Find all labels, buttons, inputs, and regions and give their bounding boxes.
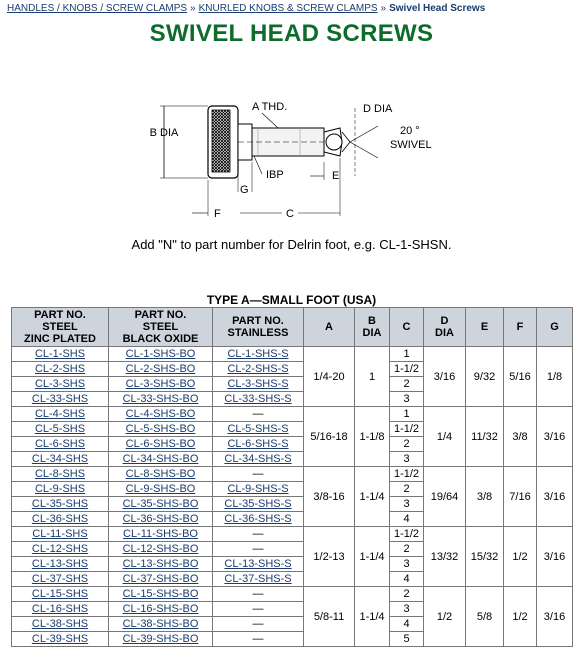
cell-c: 1 — [390, 347, 424, 362]
part-link-black-oxide[interactable]: CL-37-SHS-BO — [122, 573, 199, 585]
breadcrumb-separator: » — [380, 3, 387, 14]
part-link-zinc[interactable]: CL-1-SHS — [34, 348, 86, 360]
cell-stainless — [213, 632, 304, 647]
cell-c: 1-1/2 — [390, 527, 424, 542]
cell-zinc — [12, 452, 109, 467]
cell-zinc — [12, 422, 109, 437]
cell-c: 4 — [390, 617, 424, 632]
cell-zinc — [12, 632, 109, 647]
part-link-stainless[interactable]: CL-37-SHS-S — [224, 573, 292, 585]
cell-d: 19/64 — [424, 467, 466, 527]
cell-stainless — [213, 347, 304, 362]
a-thd-label: A THD. — [252, 101, 288, 113]
part-link-stainless[interactable]: CL-2-SHS-S — [227, 363, 289, 375]
part-link-stainless[interactable]: CL-6-SHS-S — [227, 438, 289, 450]
cell-c: 1 — [390, 407, 424, 422]
g-label: G — [240, 184, 249, 196]
c-label: C — [286, 208, 294, 220]
cell-c: 2 — [390, 437, 424, 452]
part-link-stainless[interactable]: CL-36-SHS-S — [224, 513, 292, 525]
part-link-black-oxide[interactable]: CL-38-SHS-BO — [122, 618, 199, 630]
part-link-zinc[interactable]: CL-34-SHS — [31, 453, 89, 465]
cell-a: 3/8-16 — [304, 467, 355, 527]
cell-f: 1/2 — [504, 587, 537, 647]
delrin-note: Add "N" to part number for Delrin foot, e.g. CL-1-SHSN. — [131, 237, 452, 252]
part-link-black-oxide[interactable]: CL-12-SHS-BO — [122, 543, 199, 555]
cell-black — [109, 437, 213, 452]
part-link-zinc[interactable]: CL-15-SHS — [31, 588, 89, 600]
cell-zinc — [12, 557, 109, 572]
cell-black — [109, 572, 213, 587]
header-f: F — [504, 308, 537, 347]
header-b: B DIA — [355, 308, 390, 347]
part-link-zinc[interactable]: CL-35-SHS — [31, 498, 89, 510]
part-link-zinc[interactable]: CL-36-SHS — [31, 513, 89, 525]
cell-e: 11/32 — [466, 407, 504, 467]
cell-b: 1-1/4 — [355, 467, 390, 527]
cell-stainless — [213, 617, 304, 632]
cell-b: 1 — [355, 347, 390, 407]
part-link-zinc[interactable]: CL-8-SHS — [34, 468, 86, 480]
part-link-zinc[interactable]: CL-5-SHS — [34, 423, 86, 435]
cell-stainless — [213, 602, 304, 617]
part-link-black-oxide[interactable]: CL-5-SHS-BO — [125, 423, 196, 435]
cell-c: 3 — [390, 602, 424, 617]
cell-e: 15/32 — [466, 527, 504, 587]
cell-stainless — [213, 587, 304, 602]
cell-stainless — [213, 527, 304, 542]
cell-stainless — [213, 452, 304, 467]
cell-zinc — [12, 572, 109, 587]
part-link-zinc[interactable]: CL-12-SHS — [31, 543, 89, 555]
part-link-zinc[interactable]: CL-16-SHS — [31, 603, 89, 615]
cell-d: 13/32 — [424, 527, 466, 587]
part-link-zinc[interactable]: CL-4-SHS — [34, 408, 86, 420]
table-row — [12, 587, 573, 602]
cell-b: 1-1/4 — [355, 587, 390, 647]
unavailable-dash: — — [252, 543, 264, 555]
cell-c: 2 — [390, 377, 424, 392]
cell-c: 2 — [390, 542, 424, 557]
part-link-stainless[interactable]: CL-13-SHS-S — [224, 558, 292, 570]
table-row — [12, 467, 573, 482]
cell-black — [109, 362, 213, 377]
breadcrumb — [7, 3, 485, 14]
breadcrumb-separator: » — [190, 3, 196, 14]
cell-f: 7/16 — [504, 467, 537, 527]
cell-stainless — [213, 572, 304, 587]
cell-stainless — [213, 407, 304, 422]
cell-stainless — [213, 422, 304, 437]
cell-c: 3 — [390, 557, 424, 572]
header-stainless: PART NO. STAINLESS — [213, 308, 304, 347]
page-title: SWIVEL HEAD SCREWS — [149, 20, 434, 47]
part-link-zinc[interactable]: CL-2-SHS — [34, 363, 86, 375]
cell-a: 1/2-13 — [304, 527, 355, 587]
cell-b: 1-1/8 — [355, 407, 390, 467]
part-link-zinc[interactable]: CL-37-SHS — [31, 573, 89, 585]
unavailable-dash: — — [252, 588, 264, 600]
cell-c: 3 — [390, 392, 424, 407]
cell-f: 1/2 — [504, 527, 537, 587]
cell-e: 3/8 — [466, 467, 504, 527]
cell-c: 1-1/2 — [390, 422, 424, 437]
cell-d: 3/16 — [424, 347, 466, 407]
header-g: G — [537, 308, 573, 347]
part-link-stainless[interactable]: CL-34-SHS-S — [224, 453, 292, 465]
cell-zinc — [12, 407, 109, 422]
cell-zinc — [12, 617, 109, 632]
cell-c: 1-1/2 — [390, 467, 424, 482]
cell-stainless — [213, 482, 304, 497]
ibp-label: IBP — [266, 169, 284, 181]
part-link-black-oxide[interactable]: CL-11-SHS-BO — [123, 528, 198, 540]
part-link-stainless[interactable]: CL-5-SHS-S — [227, 423, 289, 435]
part-link-zinc[interactable]: CL-9-SHS — [34, 483, 86, 495]
part-link-black-oxide[interactable]: CL-4-SHS-BO — [125, 408, 196, 420]
part-link-black-oxide[interactable]: CL-6-SHS-BO — [125, 438, 196, 450]
table-row — [12, 347, 573, 362]
cell-zinc — [12, 377, 109, 392]
unavailable-dash: — — [252, 528, 264, 540]
swivel-label: SWIVEL — [390, 139, 432, 151]
cell-zinc — [12, 542, 109, 557]
part-link-black-oxide[interactable]: CL-8-SHS-BO — [125, 468, 196, 480]
part-link-black-oxide[interactable]: CL-15-SHS-BO — [122, 588, 199, 600]
unavailable-dash: — — [252, 468, 264, 480]
cell-c: 5 — [390, 632, 424, 647]
part-link-zinc[interactable]: CL-39-SHS — [31, 633, 89, 645]
cell-a: 5/16-18 — [304, 407, 355, 467]
part-link-black-oxide[interactable]: CL-34-SHS-BO — [122, 453, 199, 465]
cell-zinc — [12, 392, 109, 407]
cell-black — [109, 527, 213, 542]
cell-stainless — [213, 392, 304, 407]
header-e: E — [466, 308, 504, 347]
cell-black — [109, 587, 213, 602]
part-link-black-oxide[interactable]: CL-9-SHS-BO — [125, 483, 196, 495]
cell-black — [109, 512, 213, 527]
breadcrumb-link-handles[interactable]: HANDLES / KNOBS / SCREW CLAMPS — [7, 3, 188, 14]
cell-zinc — [12, 497, 109, 512]
cell-stainless — [213, 362, 304, 377]
unavailable-dash: — — [252, 633, 264, 645]
part-link-zinc[interactable]: CL-38-SHS — [31, 618, 89, 630]
cell-black — [109, 347, 213, 362]
cell-zinc — [12, 587, 109, 602]
part-link-stainless[interactable]: CL-9-SHS-S — [227, 483, 289, 495]
part-link-black-oxide[interactable]: CL-35-SHS-BO — [122, 498, 199, 510]
part-link-zinc[interactable]: CL-13-SHS — [31, 558, 89, 570]
table-row — [12, 407, 573, 422]
cell-d: 1/2 — [424, 587, 466, 647]
d-dia-label: D DIA — [363, 103, 393, 115]
part-link-black-oxide[interactable]: CL-39-SHS-BO — [122, 633, 199, 645]
cell-zinc — [12, 527, 109, 542]
cell-black — [109, 632, 213, 647]
cell-stainless — [213, 542, 304, 557]
cell-zinc — [12, 347, 109, 362]
cell-c: 4 — [390, 572, 424, 587]
cell-black — [109, 422, 213, 437]
cell-d: 1/4 — [424, 407, 466, 467]
cell-stainless — [213, 437, 304, 452]
cell-c: 1-1/2 — [390, 362, 424, 377]
part-link-black-oxide[interactable]: CL-3-SHS-BO — [125, 378, 196, 390]
unavailable-dash: — — [252, 603, 264, 615]
b-dia-label: B DIA — [150, 127, 179, 139]
cell-black — [109, 542, 213, 557]
e-label: E — [332, 170, 340, 182]
cell-black — [109, 452, 213, 467]
cell-e: 5/8 — [466, 587, 504, 647]
cell-zinc — [12, 467, 109, 482]
cell-c: 2 — [390, 482, 424, 497]
cell-zinc — [12, 482, 109, 497]
cell-g: 3/16 — [537, 587, 573, 647]
part-link-black-oxide[interactable]: CL-13-SHS-BO — [122, 558, 199, 570]
part-link-zinc[interactable]: CL-33-SHS — [31, 393, 89, 405]
part-link-black-oxide[interactable]: CL-36-SHS-BO — [122, 513, 199, 525]
part-link-black-oxide[interactable]: CL-2-SHS-BO — [125, 363, 196, 375]
cell-zinc — [12, 512, 109, 527]
cell-g: 3/16 — [537, 407, 573, 467]
part-link-black-oxide[interactable]: CL-33-SHS-BO — [122, 393, 199, 405]
header-black-oxide: PART NO. STEEL BLACK OXIDE — [109, 308, 213, 347]
cell-e: 9/32 — [466, 347, 504, 407]
cell-stainless — [213, 377, 304, 392]
part-link-zinc[interactable]: CL-3-SHS — [34, 378, 86, 390]
header-d: D DIA — [424, 308, 466, 347]
cell-stainless — [213, 497, 304, 512]
header-c: C — [390, 308, 424, 347]
breadcrumb-current: Swivel Head Screws — [389, 3, 486, 14]
f-label: F — [214, 208, 221, 220]
header-zinc: PART NO. STEEL ZINC PLATED — [12, 308, 109, 347]
swivel-screw-drawing — [150, 96, 450, 226]
cell-g: 3/16 — [537, 467, 573, 527]
table-title: TYPE A—SMALL FOOT (USA) — [206, 293, 377, 307]
cell-f: 5/16 — [504, 347, 537, 407]
table-row — [12, 527, 573, 542]
cell-black — [109, 602, 213, 617]
cell-black — [109, 392, 213, 407]
angle-label: 20 ° — [400, 125, 420, 137]
cell-c: 2 — [390, 587, 424, 602]
cell-c: 3 — [390, 497, 424, 512]
cell-zinc — [12, 602, 109, 617]
table-header-row — [12, 308, 573, 347]
cell-g: 3/16 — [537, 527, 573, 587]
cell-black — [109, 617, 213, 632]
part-link-black-oxide[interactable]: CL-1-SHS-BO — [125, 348, 196, 360]
cell-black — [109, 557, 213, 572]
header-a: A — [304, 308, 355, 347]
spec-table — [11, 307, 573, 647]
cell-zinc — [12, 362, 109, 377]
cell-black — [109, 497, 213, 512]
unavailable-dash: — — [252, 618, 264, 630]
part-link-zinc[interactable]: CL-11-SHS — [32, 528, 88, 540]
part-link-stainless[interactable]: CL-3-SHS-S — [227, 378, 289, 390]
cell-c: 3 — [390, 452, 424, 467]
part-link-black-oxide[interactable]: CL-16-SHS-BO — [122, 603, 199, 615]
cell-black — [109, 377, 213, 392]
cell-f: 3/8 — [504, 407, 537, 467]
breadcrumb-link-knurled-knobs[interactable]: KNURLED KNOBS & SCREW CLAMPS — [198, 3, 378, 14]
part-link-zinc[interactable]: CL-6-SHS — [34, 438, 86, 450]
cell-a: 1/4-20 — [304, 347, 355, 407]
cell-stainless — [213, 512, 304, 527]
cell-g: 1/8 — [537, 347, 573, 407]
unavailable-dash: — — [252, 408, 264, 420]
part-link-stainless[interactable]: CL-1-SHS-S — [227, 348, 289, 360]
cell-b: 1-1/4 — [355, 527, 390, 587]
cell-stainless — [213, 557, 304, 572]
part-link-stainless[interactable]: CL-35-SHS-S — [224, 498, 292, 510]
cell-a: 5/8-11 — [304, 587, 355, 647]
part-link-stainless[interactable]: CL-33-SHS-S — [224, 393, 292, 405]
cell-zinc — [12, 437, 109, 452]
cell-black — [109, 407, 213, 422]
cell-stainless — [213, 467, 304, 482]
cell-black — [109, 467, 213, 482]
cell-black — [109, 482, 213, 497]
cell-c: 4 — [390, 512, 424, 527]
